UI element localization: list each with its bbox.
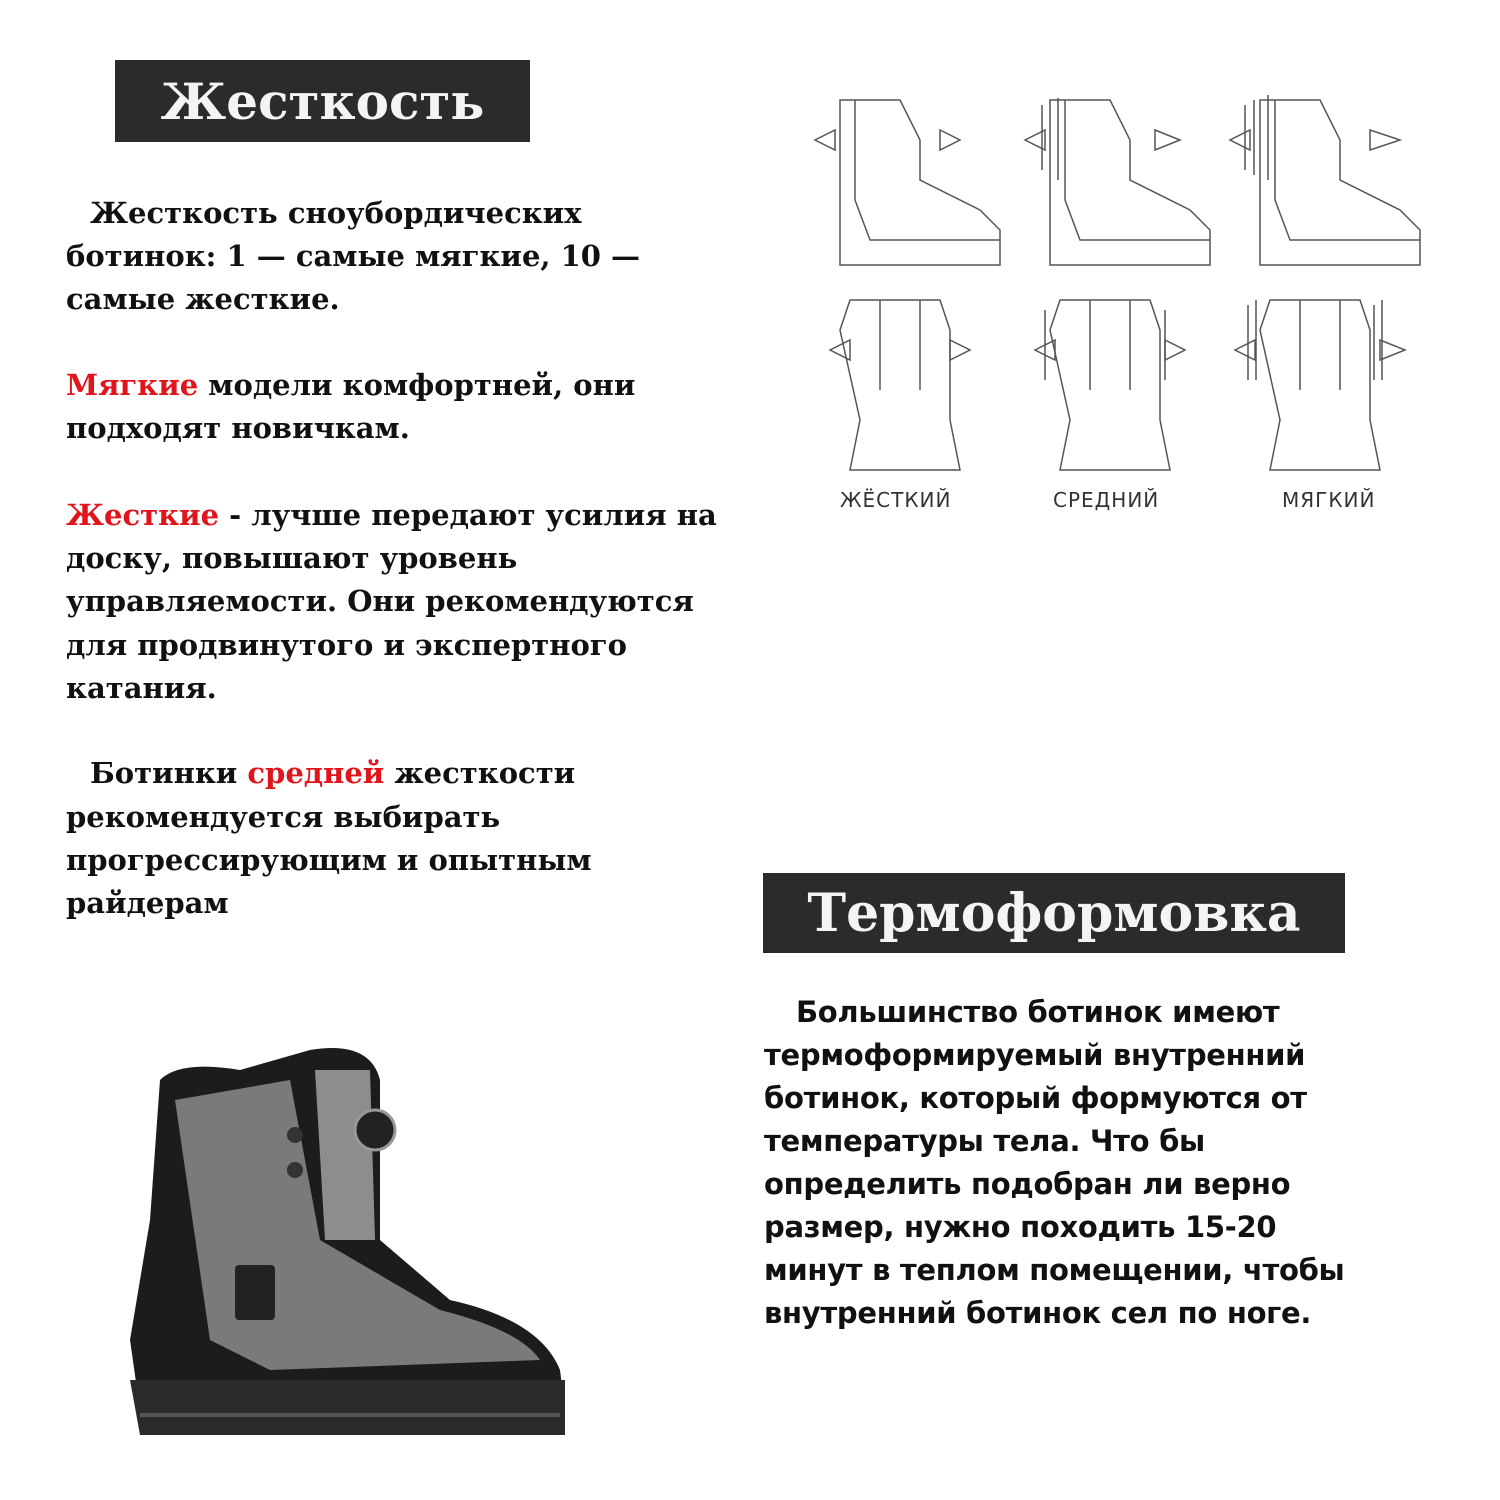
thermo-line: ботинок, который формуются от — [764, 1081, 1307, 1115]
front-view-boot-stiff — [830, 300, 970, 470]
soft-line — [66, 364, 635, 407]
thermo-line: термоформируемый внутренний — [764, 1038, 1306, 1072]
intro-line: ботинок: 1 — самые мягкие, 10 — — [66, 239, 641, 273]
snowboard-boot-image — [120, 1040, 580, 1450]
medium-line: рекомендуется выбирать — [66, 800, 501, 834]
side-view-boot-soft — [1230, 95, 1420, 265]
soft-text: модели комфортней, они — [198, 368, 636, 402]
label-medium: СРЕДНИЙ — [1053, 488, 1160, 512]
soft-line: подходят новичкам. — [66, 411, 410, 445]
thermo-line: Большинство ботинок имеют — [796, 995, 1280, 1029]
side-view-boot-medium — [1025, 98, 1210, 265]
stiff-highlight: Жесткие — [66, 498, 220, 532]
medium-prefix: Ботинки — [90, 756, 248, 790]
thermo-line: внутренний ботинок сел по ноге. — [764, 1296, 1312, 1330]
intro-line: самые жесткие. — [66, 282, 340, 316]
soft-highlight: Мягкие — [66, 368, 199, 402]
label-soft: МЯГКИЙ — [1282, 488, 1376, 512]
medium-line: прогрессирующим и опытным — [66, 843, 592, 877]
stiff-text: - лучше передают усилия на — [219, 498, 717, 532]
stiffness-title: Жесткость — [115, 60, 530, 142]
stiff-line: управляемости. Они рекомендуются — [66, 584, 694, 618]
side-view-boot-stiff — [815, 100, 1000, 265]
medium-highlight: средней — [247, 756, 385, 790]
front-view-boot-soft — [1235, 300, 1405, 470]
thermoforming-title: Термоформовка — [763, 873, 1345, 953]
medium-text: жесткости — [384, 756, 576, 790]
thermo-line: температуры тела. Что бы — [764, 1124, 1205, 1158]
front-view-boot-medium — [1035, 300, 1185, 470]
label-stiff: ЖЁСТКИЙ — [840, 488, 952, 512]
boot-flex-diagram — [810, 80, 1440, 480]
stiff-line: доску, повышают уровень — [66, 541, 518, 575]
medium-line — [66, 752, 575, 795]
thermo-line: определить подобран ли верно — [764, 1167, 1291, 1201]
thermo-line: минут в теплом помещении, чтобы — [764, 1253, 1345, 1287]
stiff-line — [66, 494, 717, 537]
stiff-line: для продвинутого и экспертного — [66, 628, 627, 662]
stiff-line: катания. — [66, 671, 217, 705]
intro-line: Жесткость сноубордических — [90, 196, 582, 230]
thermo-line: размер, нужно походить 15-20 — [764, 1210, 1277, 1244]
medium-line: райдерам — [66, 886, 229, 920]
